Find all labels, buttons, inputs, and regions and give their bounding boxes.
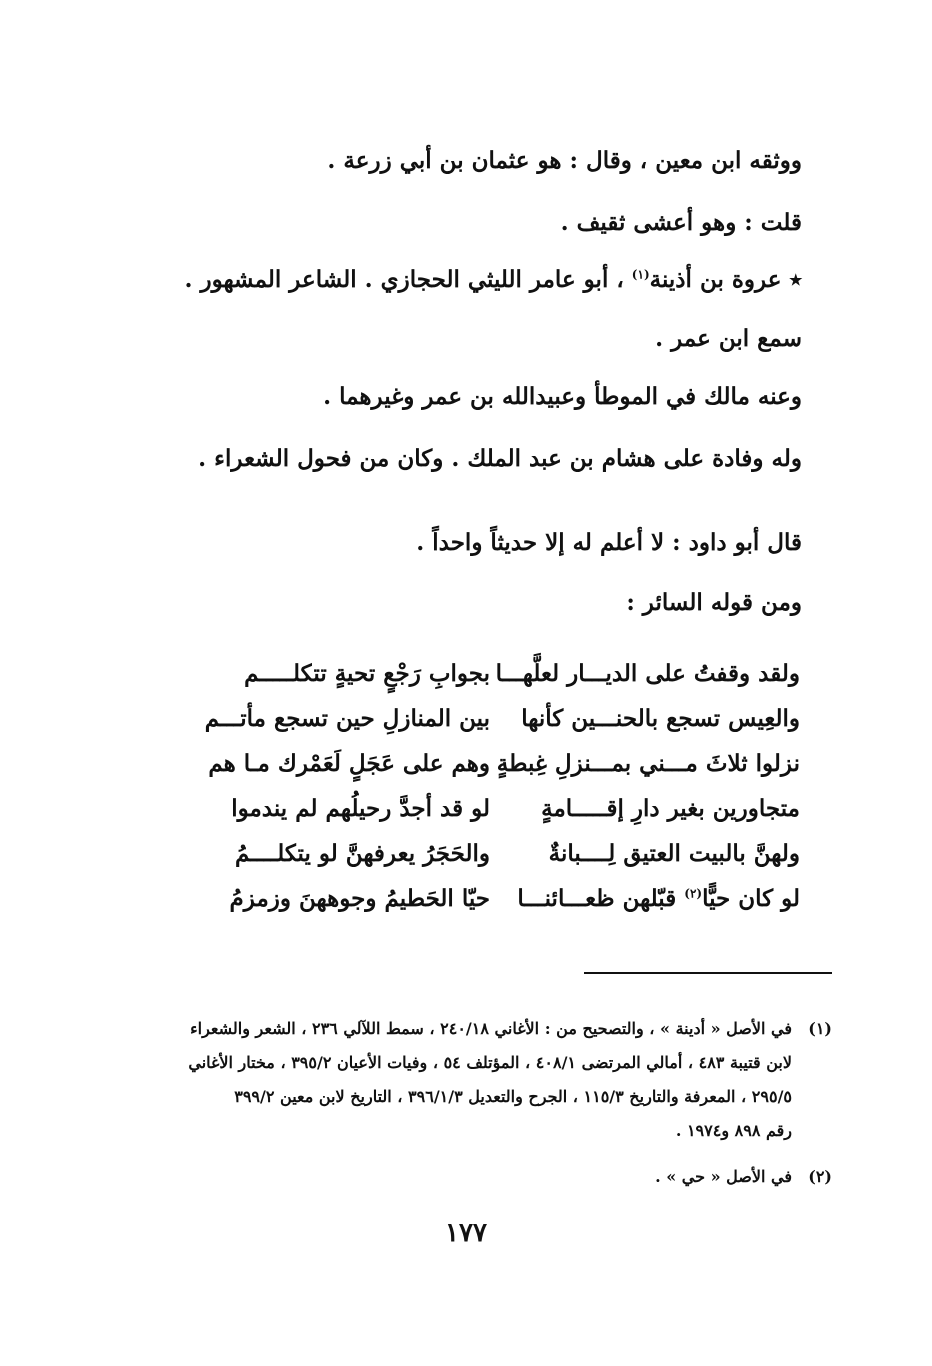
entry-heading bbox=[122, 264, 802, 296]
poem-hemistich-first: ولهنَّ بالبيت العتيق لِــــبانةٌ bbox=[548, 840, 800, 867]
text-line-2: قلت : وهو أعشى ثقيف . bbox=[560, 209, 802, 236]
poem-verse bbox=[200, 660, 800, 700]
entry-marker: ٭ bbox=[789, 266, 802, 293]
text-line-5: وعنه مالك في الموطأ وعبيدالله بن عمر وغيرهما . bbox=[323, 383, 802, 410]
poem-text: لو كان حيًّا bbox=[702, 885, 800, 912]
poem-hemistich-second: بين المنازلِ حين تسجع مأتـــم bbox=[204, 705, 490, 732]
poem-hemistich-first: ولقد وقفتُ على الديـــار لعلَّهـــا bbox=[495, 660, 800, 687]
footnote-body bbox=[142, 1160, 792, 1194]
poem-verse bbox=[200, 885, 800, 925]
poem-hemistich-second: والحَجَرُ يعرفهنَّ لو يتكلــــمُ bbox=[234, 840, 490, 867]
footnote-line: في الأصل « حي » . bbox=[655, 1167, 792, 1186]
text-line-8: ومن قوله السائر : bbox=[626, 589, 802, 616]
poem-hemistich-second: وهم على عَجَلٍ لَعَمْرك مـا هم bbox=[208, 750, 490, 777]
poem-hemistich-first: متجاورين بغير دارِ إقـــــامةٍ bbox=[541, 795, 800, 822]
poem-text: قبّلهن ظعـــائنـــا bbox=[517, 885, 685, 912]
page-number: ١٧٧ bbox=[445, 1218, 487, 1248]
poem-verse bbox=[200, 795, 800, 835]
footnote-line: لابن قتيبة ٤٨٣ ، أمالي المرتضى ٤٠٨/١ ، المؤتلف ٥٤ ، وفيات الأعيان ٣٩٥/٢ ، مختار الأغاني bbox=[188, 1053, 792, 1072]
footnote-ref-1: (١) bbox=[631, 267, 650, 282]
footnote-line: رقم ٨٩٨ و١٩٧٤ . bbox=[675, 1121, 792, 1140]
entry-name: عروة بن أذينة bbox=[649, 266, 782, 293]
poem-hemistich-second: حيّا الحَطيمُ وجوههنَ وزمزمُ bbox=[229, 885, 490, 912]
footnote-separator bbox=[584, 972, 832, 974]
footnote-line: في الأصل « أدينة » ، والتصحيح من : الأغاني ٢٤٠/١٨ ، سمط اللآلي ٢٣٦ ، الشعر والشعراء bbox=[190, 1019, 792, 1038]
footnote-1 bbox=[132, 1012, 832, 1148]
text-line-6: وله وفادة على هشام بن عبد الملك . وكان من فحول الشعراء . bbox=[198, 445, 802, 472]
footnote-body bbox=[142, 1012, 792, 1148]
footnote-number: (٢) bbox=[808, 1167, 832, 1186]
footnote-ref-2: (٢) bbox=[684, 886, 703, 901]
poem-verse bbox=[200, 840, 800, 880]
text-line-7: قال أبو داود : لا أعلم له إلا حديثاً واحداً . bbox=[416, 529, 802, 556]
poem-verse bbox=[200, 705, 800, 745]
poem-hemistich-second: بجوابِ رَجْعٍ تحيةٍ تتكلـــــم bbox=[244, 660, 490, 687]
text-line-4: سمع ابن عمر . bbox=[655, 325, 802, 352]
poem-hemistich-second: لو قد أجدَّ رحيلُهم لم يندموا bbox=[231, 795, 490, 822]
text-line-1: ووثقه ابن معين ، وقال : هو عثمان بن أبي زرعة . bbox=[327, 147, 802, 174]
poem-hemistich-first bbox=[510, 885, 800, 912]
entry-description: ، أبو عامر الليثي الحجازي . الشاعر المشهور . bbox=[184, 266, 632, 293]
footnote-line: ٢٩٥/٥ ، المعرفة والتاريخ ١١٥/٣ ، الجرح والتعديل ٣٩٦/١/٣ ، التاريخ لابن معين ٣٩٩/٢ bbox=[234, 1087, 792, 1106]
footnote-number: (١) bbox=[808, 1019, 832, 1038]
poem-verse bbox=[200, 750, 800, 790]
footnote-2 bbox=[132, 1160, 832, 1194]
poem-hemistich-first: نزلوا ثلاثَ مـــني بمـــنزلِ غِبطةٍ bbox=[496, 750, 800, 777]
poem-hemistich-first: والعِيس تسجع بالحنـــين كأنها bbox=[521, 705, 800, 732]
